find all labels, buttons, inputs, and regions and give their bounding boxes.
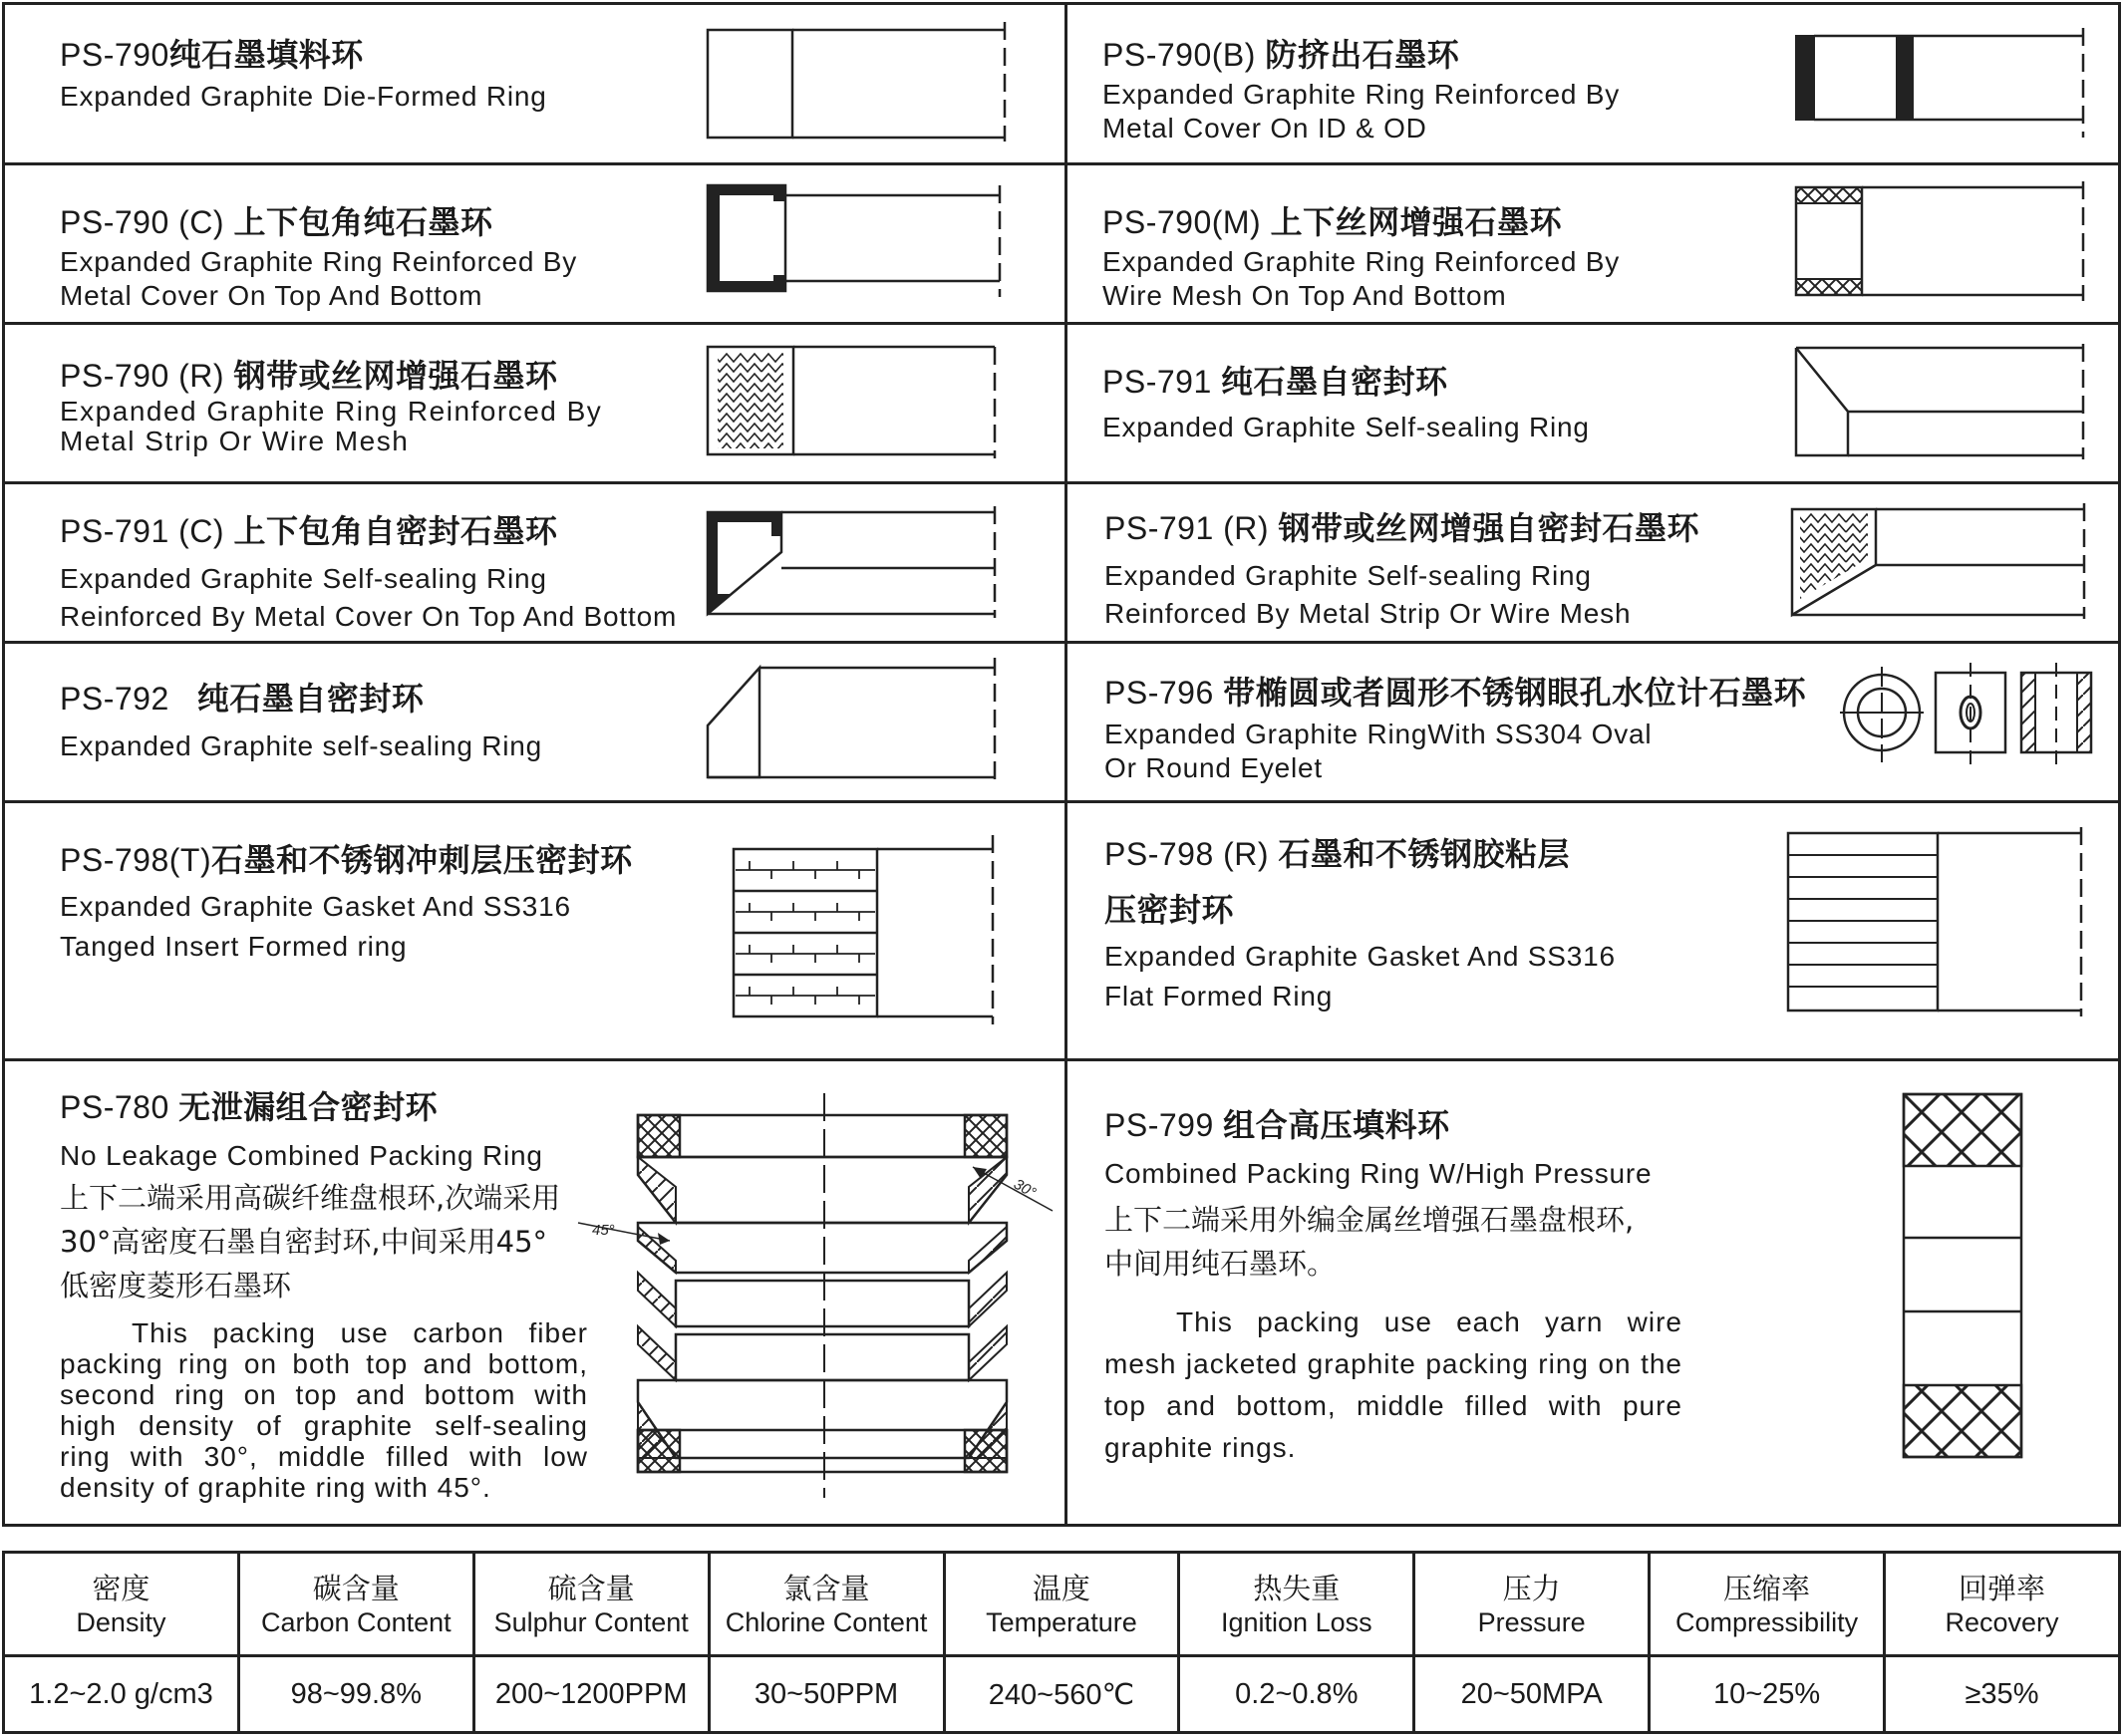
ring-section-diagram [706, 506, 1010, 626]
packing-set-diagram [1902, 1092, 2025, 1461]
product-ps790 [60, 30, 547, 114]
product-desc-zh: 中间用纯石墨环。 [1104, 1247, 1337, 1281]
product-code: PS-791 (R) 钢带或丝网增强自密封石墨环 [1104, 509, 1699, 547]
value-ignition-loss: 0.2~0.8% [1179, 1656, 1414, 1733]
value-recovery: ≥35% [1885, 1656, 2120, 1733]
product-desc: Wire Mesh On Top And Bottom [1102, 280, 1507, 311]
product-code: PS-798 (R) 石墨和不锈钢胶粘层 [1104, 835, 1570, 873]
product-desc: Expanded Graphite RingWith SS304 Oval [1104, 719, 1653, 749]
product-code: PS-792 纯石墨自密封环 [60, 680, 425, 718]
header-sulphur: 硫含量 Sulphur Content [473, 1553, 709, 1656]
row-divider [5, 162, 2118, 165]
product-ps790r [60, 351, 602, 456]
product-desc: Expanded Graphite Ring Reinforced By [60, 246, 578, 277]
product-ps790m [1102, 197, 1620, 313]
table-header-row [4, 1553, 2120, 1656]
header-density: 密度 Density [4, 1553, 239, 1656]
product-code: PS-790 (C) 上下包角纯石墨环 [60, 203, 493, 241]
value-compressibility: 10~25% [1650, 1656, 1885, 1733]
column-divider [1064, 5, 1067, 1524]
table-row [4, 1656, 2120, 1733]
product-code: PS-798(T)石墨和不锈钢冲刺层压密封环 [60, 841, 633, 879]
value-pressure: 20~50MPA [1414, 1656, 1650, 1733]
product-ps791 [1102, 357, 1590, 444]
value-density: 1.2~2.0 g/cm3 [4, 1656, 239, 1733]
product-desc: Expanded Graphite Ring Reinforced By [60, 396, 603, 427]
properties-table [2, 1551, 2121, 1734]
row-divider [5, 800, 2118, 803]
ring-section-diagram [1790, 503, 2094, 623]
value-temperature: 240~560℃ [944, 1656, 1179, 1733]
header-ignition-loss: 热失重 Ignition Loss [1179, 1553, 1414, 1656]
row-divider [5, 1058, 2118, 1061]
product-desc: Expanded Graphite Self-sealing Ring [60, 563, 547, 594]
product-desc: Or Round Eyelet [1104, 752, 1323, 783]
product-code: PS-790 (R) 钢带或丝网增强石墨环 [60, 357, 558, 395]
header-pressure: 压力 Pressure [1414, 1553, 1650, 1656]
ring-section-diagram [1794, 344, 2093, 463]
row-divider [5, 322, 2118, 325]
ring-section-diagram [706, 22, 1010, 142]
product-desc: Metal Cover On Top And Bottom [60, 280, 483, 311]
product-desc: Metal Strip Or Wire Mesh [60, 426, 410, 456]
product-ps790b [1102, 30, 1620, 145]
ring-section-diagram [706, 658, 1010, 787]
product-desc: Expanded Graphite Ring Reinforced By [1102, 79, 1621, 110]
product-desc: Expanded Graphite Die-Formed Ring [60, 81, 547, 112]
product-code: PS-780 无泄漏组合密封环 [60, 1088, 439, 1126]
product-desc-en: This packing use each yarn wire mesh jacketed graphite packing ring on the top and bottom, middle filled with pure graphite rings. [1104, 1306, 1682, 1463]
product-desc: Expanded Graphite self-sealing Ring [60, 730, 543, 761]
ring-section-diagram [706, 343, 1010, 460]
packing-set-diagram [578, 1091, 1057, 1500]
product-ps791r [1104, 503, 1699, 633]
product-ps798t [60, 835, 633, 967]
product-desc-zh: 30°高密度石墨自密封环,中间采用45° [60, 1225, 548, 1259]
header-chlorine: 氯含量 Chlorine Content [709, 1553, 944, 1656]
product-desc: Flat Formed Ring [1104, 981, 1334, 1012]
value-sulphur: 200~1200PPM [473, 1656, 709, 1733]
value-carbon: 98~99.8% [238, 1656, 473, 1733]
product-code: PS-791 纯石墨自密封环 [1102, 363, 1448, 401]
product-ps792 [60, 674, 542, 763]
product-code: PS-796 带椭圆或者圆形不锈钢眼孔水位计石墨环 [1104, 674, 1807, 712]
product-desc: Reinforced By Metal Cover On Top And Bottom [60, 601, 678, 632]
ring-section-diagram [1794, 28, 2093, 143]
product-desc-zh: 上下二端采用高碳纤维盘根环,次端采用 [60, 1181, 561, 1215]
product-ps799 [1104, 1100, 1682, 1469]
angle-label: 45° [592, 1222, 615, 1239]
ring-section-diagram [706, 181, 1010, 301]
product-code: PS-790纯石墨填料环 [60, 36, 364, 74]
product-name-en: Combined Packing Ring W/High Pressure [1104, 1158, 1653, 1189]
ring-section-diagram [1786, 827, 2085, 1016]
product-desc: Expanded Graphite Gasket And SS316 [1104, 941, 1616, 972]
row-divider [5, 641, 2118, 644]
header-carbon: 碳含量 Carbon Content [238, 1553, 473, 1656]
product-desc: Expanded Graphite Gasket And SS316 [60, 891, 571, 922]
ring-section-diagram [732, 835, 1001, 1024]
product-desc: Tanged Insert Formed ring [60, 931, 408, 962]
product-ps796 [1104, 668, 1806, 785]
product-desc-zh: 上下二端采用外编金属丝增强石墨盘根环, [1104, 1203, 1635, 1237]
product-code: PS-790(M) 上下丝网增强石墨环 [1102, 203, 1563, 241]
product-desc: Expanded Graphite Self-sealing Ring [1104, 560, 1592, 591]
product-code: PS-799 组合高压填料环 [1104, 1106, 1450, 1144]
product-desc: Reinforced By Metal Strip Or Wire Mesh [1104, 598, 1632, 629]
product-ps790c [60, 197, 577, 313]
row-divider [5, 481, 2118, 484]
header-recovery: 回弹率 Recovery [1885, 1553, 2120, 1656]
ring-section-diagram [1794, 181, 2093, 301]
value-chlorine: 30~50PPM [709, 1656, 944, 1733]
product-code-cont: 压密封环 [1104, 891, 1235, 929]
product-ps780 [60, 1082, 588, 1503]
eyelet-diagram [1844, 663, 2113, 777]
product-desc: Expanded Graphite Ring Reinforced By [1102, 246, 1621, 277]
product-desc-en: This packing use carbon fiber packing ring on both top and bottom, second ring on top and bottom with high density of graphite self-sealing ring with 30°, middle filled with low density of graphite ring with 45°. [60, 1317, 588, 1503]
header-temperature: 温度 Temperature [944, 1553, 1179, 1656]
angle-label: 30° [1011, 1175, 1040, 1202]
header-compressibility: 压缩率 Compressibility [1650, 1553, 1885, 1656]
product-code: PS-790(B) 防挤出石墨环 [1102, 36, 1460, 74]
product-name-en: No Leakage Combined Packing Ring [60, 1140, 543, 1171]
product-code: PS-791 (C) 上下包角自密封石墨环 [60, 512, 558, 550]
product-ps798r [1104, 829, 1616, 1016]
product-desc: Expanded Graphite Self-sealing Ring [1102, 412, 1590, 442]
product-ps791c [60, 506, 677, 636]
product-desc: Metal Cover On ID & OD [1102, 113, 1427, 144]
product-desc-zh: 低密度菱形石墨环 [60, 1269, 292, 1302]
